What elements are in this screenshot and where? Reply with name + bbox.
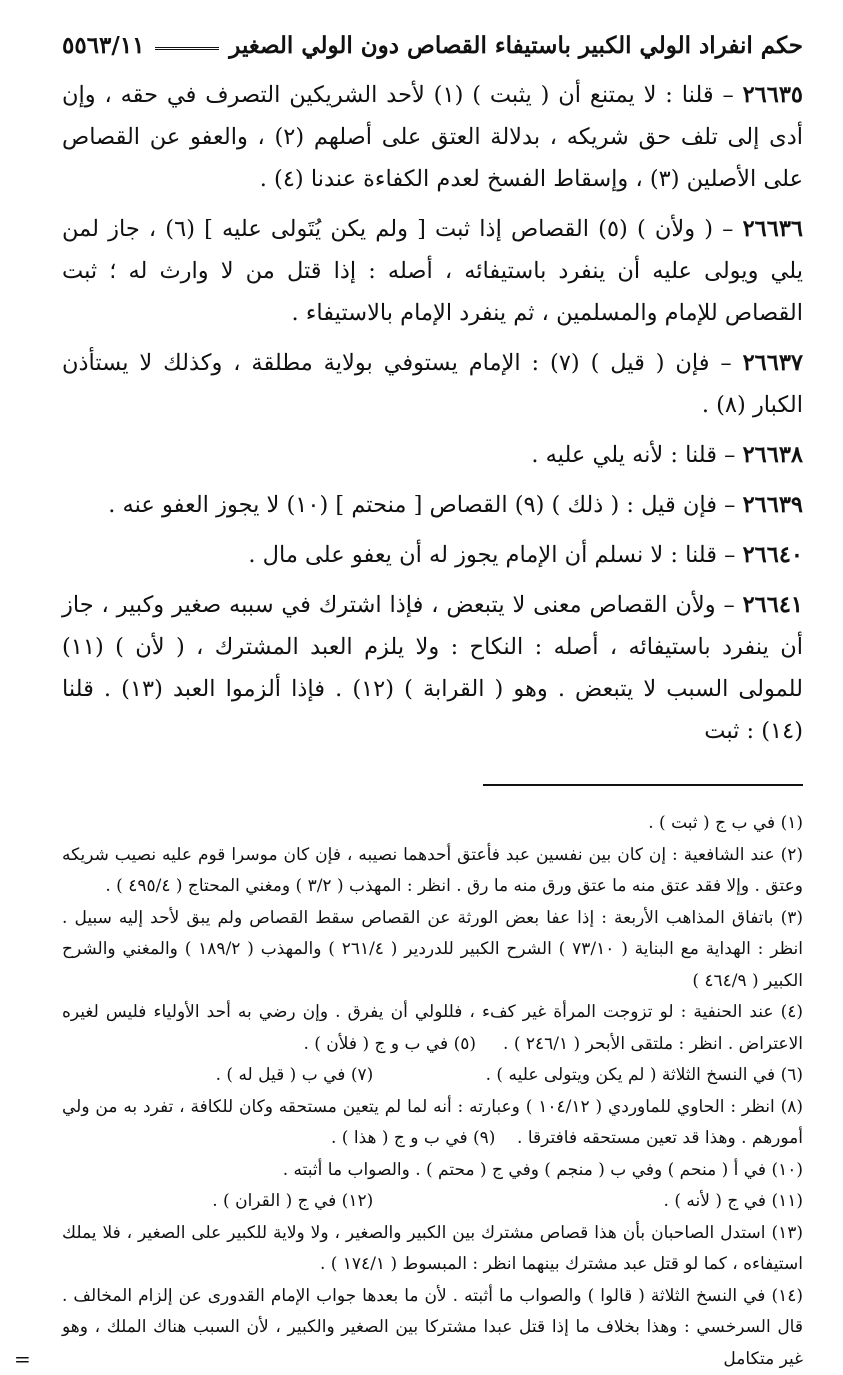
- footnote-1: (١) في ب ج ( ثبت ) .: [62, 808, 803, 840]
- paragraph-text: – قلنا : لأنه يلي عليه .: [531, 442, 742, 468]
- paragraph-26638: [62, 434, 803, 476]
- paragraph-text: – قلنا : لا يمتنع أن ( يثبت ) (١) لأحد الشريكين التصرف في حقه ، وإن أدى إلى تلف حق شريكه ، بدلالة العتق على أصلهم (٢) ، والعفو عن القصاص على الأصلين (٣) ، وإسقاط الفسخ لعدم الكفاءة عندنا (٤) .: [62, 82, 803, 192]
- header-rule: [155, 47, 220, 50]
- paragraph-26637: [62, 342, 803, 426]
- paragraph-text: – فإن ( قيل ) (٧) : الإمام يستوفي بولاية مطلقة ، وكذلك لا يستأذن الكبار (٨) .: [62, 350, 803, 418]
- footnote-7: (٧) في ب ( قيل له ) .: [62, 1060, 373, 1092]
- footnote-4: [62, 997, 803, 1060]
- document-page: [62, 22, 803, 1375]
- paragraph-26635: [62, 74, 803, 200]
- footnote-separator: [483, 784, 803, 786]
- paragraph-text: – ( ولأن ) (٥) القصاص إذا ثبت [ ولم يكن يُتَولى عليه ] (٦) ، جاز لمن يلي ويولى عليه أن ينفرد باستيفائه ، أصله : إذا قتل من لا وارث له ؛ ثبت القصاص للإمام والمسلمين ، ثم ينفرد الإمام بالاستيفاء .: [62, 216, 803, 326]
- footnote-5: (٥) في ب و ج ( فلأن ) .: [303, 1034, 476, 1054]
- paragraph-number: ٢٦٦٣٨: [743, 442, 803, 468]
- footnote-4-text: (٤) عند الحنفية : لو تزوجت المرأة غير كفء ، فللولي أن يفرق . وإن رضي به أحد الأولياء فليس لغيره الاعتراض . انظر : ملتقى الأبحر ( ٢٤٦/١ ) .: [62, 1002, 803, 1054]
- header-title: حكم انفراد الولي الكبير باستيفاء القصاص دون الولي الصغير: [229, 32, 803, 59]
- footnote-row-6-7: [62, 1060, 803, 1092]
- footnote-14-text: (١٤) في النسخ الثلاثة ( قالوا ) والصواب ما أثبته . لأن ما بعدها جواب الإمام القدورى عن إلزام المخالف . قال السرخسي : وهذا بخلاف ما إذا قتل عبدا مشتركا بين الصغير والكبير ، لأن السبب هناك الملك ، وهو غير متكامل: [62, 1286, 803, 1369]
- footnote-12: (١٢) في ج ( القران ) .: [62, 1186, 373, 1218]
- paragraph-number: ٢٦٦٤١: [743, 592, 803, 618]
- page-reference: ٥٥٦٣/١١: [62, 32, 145, 59]
- paragraph-text: – قلنا : لا نسلم أن الإمام يجوز له أن يعفو على مال .: [248, 542, 742, 568]
- footnote-11: (١١) في ج ( لأنه ) .: [373, 1186, 803, 1218]
- footnotes: [62, 808, 803, 1375]
- footnote-3: (٣) باتفاق المذاهب الأربعة : إذا عفا بعض الورثة عن القصاص سقط القصاص ولم يبق لأحد إليه سبيل . انظر : الهداية مع البناية ( ٧٣/١٠ ) الشرح الكبير للدردير ( ٢٦١/٤ ) والمهذب ( ١٨٩/٢ ) والمغني والشرح الكبير ( ٤٦٤/٩ ): [62, 903, 803, 998]
- footnote-6: (٦) في النسخ الثلاثة ( لم يكن ويتولى عليه ) .: [373, 1060, 803, 1092]
- footnote-separator-wrap: [62, 770, 803, 796]
- paragraph-26636: [62, 208, 803, 334]
- paragraph-text: – فإن قيل : ( ذلك ) (٩) القصاص [ منحتم ] (١٠) لا يجوز العفو عنه .: [108, 492, 742, 518]
- paragraph-number: ٢٦٦٣٧: [743, 350, 803, 376]
- paragraph-26641: [62, 584, 803, 752]
- footnote-9: (٩) في ب و ج ( هذا ) .: [331, 1128, 495, 1148]
- footnote-8-text: (٨) انظر : الحاوي للماوردي ( ١٠٤/١٢ ) وعبارته : أنه لما لم يتعين مستحقه وكان للكافة ، تفرد به من ولي أمورهم . وهذا قد تعين مستحقه فافترقا .: [62, 1097, 803, 1149]
- footnote-10: (١٠) في أ ( منحم ) وفي ب ( منجم ) وفي ج ( محتم ) . والصواب ما أثبته .: [62, 1155, 803, 1187]
- main-text: [62, 74, 803, 752]
- paragraph-number: ٢٦٦٤٠: [743, 542, 803, 568]
- footnote-2: (٢) عند الشافعية : إن كان بين نفسين عبد فأعتق أحدهما نصيبه ، فإن كان موسرا قوم عليه نصيب شريكه وعتق . وإلا فقد عتق منه ما عتق ورق منه ما رق . انظر : المهذب ( ٣/٢ ) ومغني المحتاج ( ٤٩٥/٤ ) .: [62, 840, 803, 903]
- paragraph-text: – ولأن القصاص معنى لا يتبعض ، فإذا اشترك في سببه صغير وكبير ، جاز أن ينفرد باستيفائه ، أصله : النكاح : ولا يلزم العبد المشترك ، ( لأن ) (١١) للمولى السبب لا يتبعض . وهو ( القرابة ) (١٢) . فإذا ألزموا العبد (١٣) . قلنا (١٤) : ثبت: [62, 592, 803, 744]
- paragraph-number: ٢٦٦٣٥: [743, 82, 803, 108]
- footnote-14: [62, 1281, 803, 1375]
- paragraph-26639: [62, 484, 803, 526]
- paragraph-number: ٢٦٦٣٩: [743, 492, 803, 518]
- footnote-13: (١٣) استدل الصاحبان بأن هذا قصاص مشترك بين الكبير والصغير ، ولا ولاية للكبير على الصغير ، فلا يملك استيفاءه ، كما لو قتل عبد مشترك بينهما انظر : المبسوط ( ١٧٤/١ ) .: [62, 1218, 803, 1281]
- paragraph-number: ٢٦٦٣٦: [743, 216, 803, 242]
- continuation-mark: =: [14, 1344, 31, 1375]
- paragraph-26640: [62, 534, 803, 576]
- footnote-8: [62, 1092, 803, 1155]
- running-header: [62, 22, 803, 68]
- footnote-row-11-12: [62, 1186, 803, 1218]
